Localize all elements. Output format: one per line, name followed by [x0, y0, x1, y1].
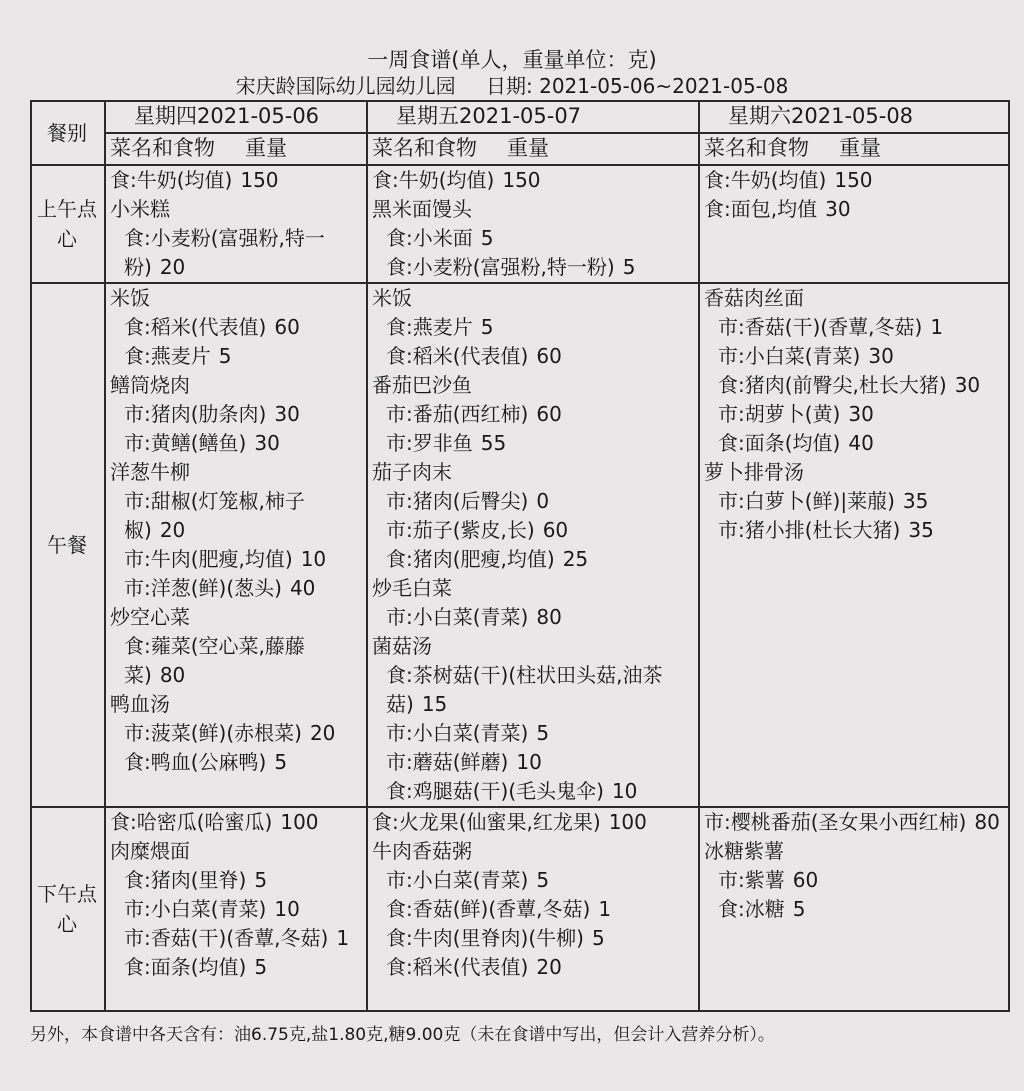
food-weight: 15 — [421, 692, 448, 716]
food-name: 食:牛奶(均值) — [110, 168, 233, 192]
food-name: 市:小白菜(青菜) — [124, 897, 267, 921]
menu-item — [110, 574, 360, 603]
menu-item — [704, 313, 1002, 342]
food-name: 食:稻米(代表值) — [386, 955, 529, 979]
food-name: 鸭血汤 — [110, 692, 170, 716]
cell-sat-morning — [699, 165, 1009, 283]
menu-item — [704, 895, 1002, 924]
menu-item — [704, 371, 1002, 400]
food-name: 市:番茄(西红柿) — [386, 402, 529, 426]
food-weight: 5 — [622, 255, 636, 279]
menu-item — [110, 166, 360, 195]
meal-label-lunch: 午餐 — [31, 283, 105, 807]
menu-item — [704, 400, 1002, 429]
menu-item — [110, 224, 360, 282]
food-name: 萝卜排骨汤 — [704, 460, 804, 484]
menu-item — [704, 429, 1002, 458]
food-name: 市:小白菜(青菜) — [386, 868, 529, 892]
food-name: 炒空心菜 — [110, 605, 190, 629]
menu-item — [110, 429, 360, 458]
dish-name — [110, 371, 360, 400]
morning-snack-row — [31, 165, 1009, 283]
date-range: 日期: 2021-05-06~2021-05-08 — [486, 74, 789, 98]
menu-item — [372, 342, 692, 371]
food-name: 炒毛白菜 — [372, 576, 452, 600]
food-name: 食:小麦粉(富强粉,特一粉) — [386, 255, 615, 279]
food-name: 市:白萝卜(鲜)|莱菔) — [718, 489, 895, 513]
menu-item — [704, 516, 1002, 545]
menu-item — [372, 253, 692, 282]
food-weight: 5 — [591, 926, 605, 950]
afternoon-snack-row — [31, 807, 1009, 1011]
menu-item — [110, 895, 360, 924]
food-name: 市:甜椒(灯笼椒,柿子椒) — [124, 489, 305, 542]
food-weight: 20 — [536, 955, 562, 979]
food-weight: 80 — [536, 605, 562, 629]
food-name: 菌菇汤 — [372, 634, 432, 658]
food-name: 食:猪肉(前臀尖,杜长大猪) — [718, 373, 947, 397]
food-name: 食:冰糖 — [718, 897, 785, 921]
food-name: 市:牛肉(肥瘦,均值) — [124, 547, 293, 571]
food-name: 食:猪肉(肥瘦,均值) — [386, 547, 555, 571]
cell-sat-lunch — [699, 283, 1009, 807]
food-name: 冰糖紫薯 — [704, 839, 784, 863]
food-weight: 20 — [159, 255, 186, 279]
food-weight: 150 — [502, 168, 541, 192]
food-weight: 5 — [254, 868, 268, 892]
food-name: 食:蕹菜(空心菜,藤藤菜) — [124, 634, 305, 687]
menu-item — [110, 924, 360, 953]
food-weight: 100 — [608, 810, 647, 834]
menu-item — [372, 748, 692, 777]
menu-item — [372, 808, 692, 837]
menu-item — [704, 808, 1002, 837]
food-name: 鳝筒烧肉 — [110, 373, 190, 397]
food-weight: 30 — [848, 402, 874, 426]
food-weight: 5 — [792, 897, 806, 921]
meal-type-header: 餐别 — [31, 101, 105, 165]
menu-item — [372, 516, 692, 545]
food-weight: 5 — [480, 315, 494, 339]
dish-name — [110, 284, 360, 313]
food-name: 市:茄子(紫皮,长) — [386, 518, 535, 542]
day-header-row — [31, 101, 1009, 133]
menu-item — [110, 748, 360, 777]
dish-name — [110, 458, 360, 487]
food-weight: 25 — [562, 547, 589, 571]
menu-item — [110, 953, 360, 982]
food-weight: 100 — [280, 810, 319, 834]
page-title: 一周食谱(单人，重量单位：克) — [367, 48, 657, 72]
menu-item — [372, 719, 692, 748]
dish-name — [704, 837, 1002, 866]
food-name: 食:哈密瓜(哈蜜瓜) — [110, 810, 273, 834]
menu-item — [704, 195, 1002, 224]
menu-item — [372, 603, 692, 632]
column-header-row — [31, 133, 1009, 165]
dish-name — [372, 574, 692, 603]
food-weight: 35 — [908, 518, 934, 542]
food-weight: 5 — [254, 955, 268, 979]
cell-fri-morning — [367, 165, 699, 283]
food-weight: 30 — [825, 197, 851, 221]
dish-name — [110, 603, 360, 632]
food-weight: 1 — [598, 897, 612, 921]
food-name: 洋葱牛柳 — [110, 460, 190, 484]
food-name: 市:紫薯 — [718, 868, 785, 892]
cell-fri-lunch — [367, 283, 699, 807]
dish-name — [372, 837, 692, 866]
food-weight: 1 — [930, 315, 944, 339]
menu-item — [110, 313, 360, 342]
food-name: 番茄巴沙鱼 — [372, 373, 472, 397]
dish-name — [372, 195, 692, 224]
food-weight: 10 — [300, 547, 327, 571]
food-name: 食:鸭血(公麻鸭) — [124, 750, 267, 774]
cell-fri-afternoon — [367, 807, 699, 1011]
meal-label-afternoon: 下午点心 — [31, 807, 105, 1011]
food-name: 市:樱桃番茄(圣女果小西红柿) — [704, 810, 967, 834]
food-weight: 30 — [254, 431, 280, 455]
food-weight: 80 — [159, 663, 186, 687]
food-name: 市:蘑菇(鲜蘑) — [386, 750, 509, 774]
food-weight: 60 — [792, 868, 819, 892]
food-name: 茄子肉末 — [372, 460, 452, 484]
food-weight: 30 — [274, 402, 300, 426]
page-subtitle — [0, 70, 1024, 99]
food-weight: 10 — [516, 750, 542, 774]
menu-item — [372, 487, 692, 516]
menu-item — [704, 166, 1002, 195]
dish-name — [704, 458, 1002, 487]
food-weight: 5 — [480, 226, 494, 250]
food-name: 食:面条(均值) — [718, 431, 841, 455]
day-header-sat: 星期六2021-05-08 — [699, 101, 1009, 133]
food-name: 市:菠菜(鲜)(赤根菜) — [124, 721, 302, 745]
menu-item — [372, 313, 692, 342]
food-name: 食:稻米(代表值) — [386, 344, 529, 368]
food-name: 食:面包,均值 — [704, 197, 818, 221]
dish-name — [372, 284, 692, 313]
menu-item — [372, 924, 692, 953]
menu-item — [372, 953, 692, 982]
food-name: 市:胡萝卜(黄) — [718, 402, 841, 426]
food-weight: 150 — [240, 168, 279, 192]
food-weight: 30 — [868, 344, 894, 368]
menu-item — [704, 342, 1002, 371]
menu-item — [704, 866, 1002, 895]
column-header-name: 菜名和食物 — [372, 136, 477, 160]
food-weight: 60 — [536, 402, 562, 426]
food-name: 市:猪小排(杜长大猪) — [718, 518, 901, 542]
food-name: 食:香菇(鲜)(香蕈,冬菇) — [386, 897, 591, 921]
menu-item — [110, 808, 360, 837]
food-weight: 5 — [536, 868, 550, 892]
food-name: 食:牛肉(里脊肉)(牛柳) — [386, 926, 584, 950]
menu-item — [372, 777, 692, 806]
food-name: 食:小麦粉(富强粉,特一粉) — [124, 226, 325, 279]
food-name: 食:小米面 — [386, 226, 473, 250]
food-weight: 35 — [902, 489, 929, 513]
column-header-weight: 重量 — [245, 136, 287, 160]
food-weight: 30 — [954, 373, 981, 397]
footer-note: 另外，本食谱中各天含有：油6.75克,盐1.80克,糖9.00克（未在食谱中写出，但会计入营养分析）。 — [30, 1025, 775, 1045]
menu-item — [110, 487, 360, 545]
dish-name — [372, 632, 692, 661]
food-name: 食:燕麦片 — [386, 315, 473, 339]
food-name: 食:牛奶(均值) — [372, 168, 495, 192]
dish-name — [110, 195, 360, 224]
food-name: 食:猪肉(里脊) — [124, 868, 247, 892]
menu-item — [110, 866, 360, 895]
food-name: 黑米面馒头 — [372, 197, 472, 221]
food-name: 市:香菇(干)(香蕈,冬菇) — [124, 926, 329, 950]
dish-name — [704, 284, 1002, 313]
food-name: 食:牛奶(均值) — [704, 168, 827, 192]
day-header-fri: 星期五2021-05-07 — [367, 101, 699, 133]
food-weight: 60 — [274, 315, 300, 339]
food-name: 市:小白菜(青菜) — [718, 344, 861, 368]
column-header-name: 菜名和食物 — [704, 136, 809, 160]
column-header — [105, 133, 367, 165]
food-name: 米饭 — [372, 286, 412, 310]
menu-item — [372, 866, 692, 895]
food-name: 米饭 — [110, 286, 150, 310]
menu-item — [110, 342, 360, 371]
column-header — [699, 133, 1009, 165]
food-weight: 10 — [274, 897, 300, 921]
food-name: 肉糜煨面 — [110, 839, 190, 863]
cell-sat-afternoon — [699, 807, 1009, 1011]
lunch-row — [31, 283, 1009, 807]
food-weight: 5 — [536, 721, 550, 745]
weekly-menu-table — [30, 100, 1010, 1012]
food-name: 市:洋葱(鲜)(葱头) — [124, 576, 282, 600]
menu-item — [372, 545, 692, 574]
food-name: 市:猪肉(后臀尖) — [386, 489, 529, 513]
food-weight: 10 — [611, 779, 638, 803]
food-weight: 60 — [542, 518, 569, 542]
dish-name — [372, 458, 692, 487]
food-name: 食:火龙果(仙蜜果,红龙果) — [372, 810, 601, 834]
food-name: 食:茶树菇(干)(柱状田头菇,油茶菇) — [386, 663, 663, 716]
food-name: 市:猪肉(肋条肉) — [124, 402, 267, 426]
menu-item — [110, 545, 360, 574]
column-header-name: 菜名和食物 — [110, 136, 215, 160]
column-header — [367, 133, 699, 165]
day-header-thu: 星期四2021-05-06 — [105, 101, 367, 133]
menu-item — [372, 224, 692, 253]
column-header-weight: 重量 — [839, 136, 881, 160]
food-weight: 5 — [218, 344, 232, 368]
food-weight: 55 — [480, 431, 507, 455]
menu-item — [372, 429, 692, 458]
menu-item — [110, 632, 360, 690]
dish-name — [372, 371, 692, 400]
food-name: 牛肉香菇粥 — [372, 839, 472, 863]
menu-item — [704, 487, 1002, 516]
menu-item — [372, 895, 692, 924]
food-weight: 5 — [274, 750, 288, 774]
food-name: 市:小白菜(青菜) — [386, 605, 529, 629]
food-name: 食:鸡腿菇(干)(毛头鬼伞) — [386, 779, 604, 803]
food-weight: 20 — [159, 518, 186, 542]
menu-item — [372, 166, 692, 195]
food-weight: 40 — [289, 576, 316, 600]
food-name: 市:小白菜(青菜) — [386, 721, 529, 745]
meal-label-morning: 上午点心 — [31, 165, 105, 283]
food-name: 市:罗非鱼 — [386, 431, 473, 455]
food-weight: 80 — [974, 810, 1000, 834]
dish-name — [110, 837, 360, 866]
menu-item — [372, 661, 692, 719]
school-name: 宋庆龄国际幼儿园幼儿园 — [235, 74, 456, 98]
food-weight: 60 — [536, 344, 562, 368]
food-weight: 40 — [848, 431, 874, 455]
dish-name — [110, 690, 360, 719]
food-name: 香菇肉丝面 — [704, 286, 804, 310]
food-name: 食:燕麦片 — [124, 344, 211, 368]
column-header-weight: 重量 — [507, 136, 549, 160]
menu-item — [110, 400, 360, 429]
food-name: 食:稻米(代表值) — [124, 315, 267, 339]
cell-thu-morning — [105, 165, 367, 283]
menu-item — [372, 400, 692, 429]
food-weight: 1 — [336, 926, 350, 950]
food-weight: 20 — [309, 721, 336, 745]
food-name: 市:香菇(干)(香蕈,冬菇) — [718, 315, 923, 339]
cell-thu-lunch — [105, 283, 367, 807]
menu-item — [110, 719, 360, 748]
food-name: 小米糕 — [110, 197, 170, 221]
food-weight: 0 — [536, 489, 550, 513]
food-name: 食:面条(均值) — [124, 955, 247, 979]
food-name: 市:黄鳝(鳝鱼) — [124, 431, 247, 455]
food-weight: 150 — [834, 168, 873, 192]
cell-thu-afternoon — [105, 807, 367, 1011]
